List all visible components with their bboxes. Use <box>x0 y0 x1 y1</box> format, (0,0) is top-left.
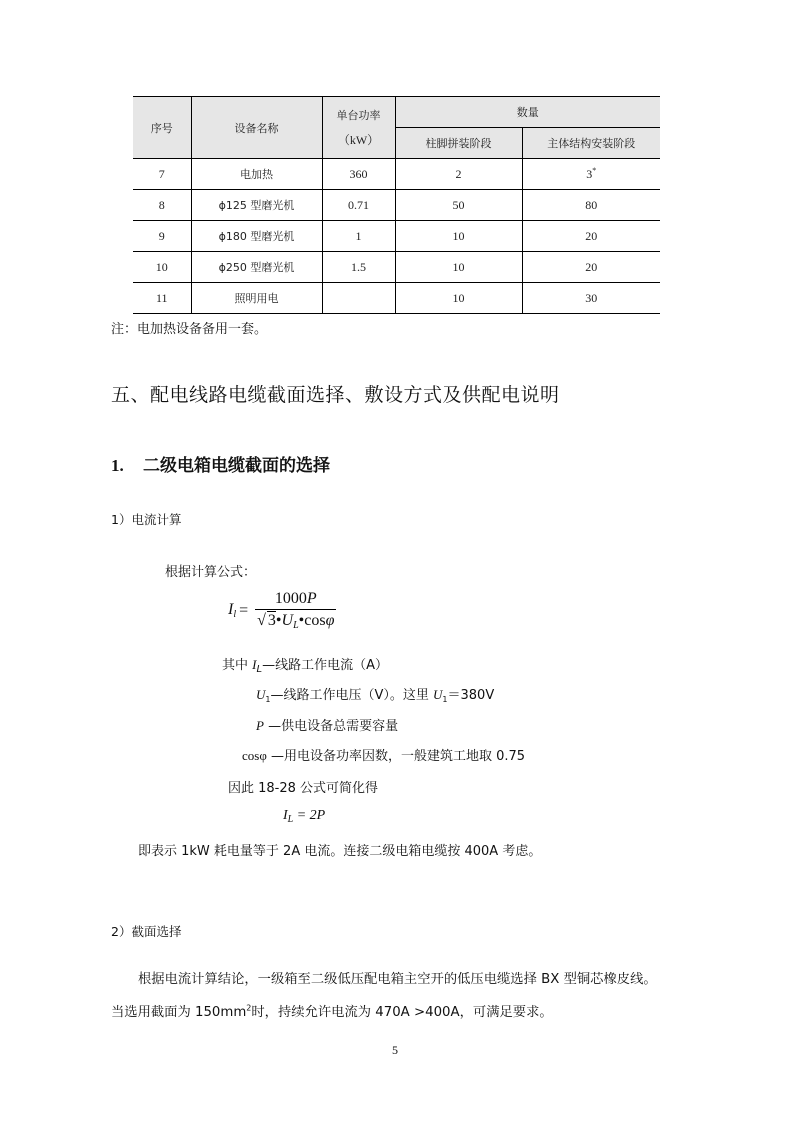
section-heading: 五、配电线路电缆截面选择、敷设方式及供配电说明 <box>111 384 560 406</box>
cell-stage2-value: 3 <box>586 167 593 181</box>
cell-power: 1.5 <box>322 252 395 283</box>
header-unit-power-line1: 单台功率 <box>336 109 381 122</box>
current-calc-title: 1）电流计算 <box>111 512 182 527</box>
footnote-marker: * <box>592 166 597 175</box>
cell-stage1: 10 <box>395 283 522 314</box>
formula-fraction <box>255 590 336 631</box>
cell-stage2: 20 <box>522 221 660 252</box>
subsection-title: 二级电箱电缆截面的选择 <box>143 456 330 476</box>
header-seq: 序号 <box>133 97 191 159</box>
header-quantity: 数量 <box>395 97 660 128</box>
cell-name: ϕ250 型磨光机 <box>191 252 322 283</box>
cell-stage2: 20 <box>522 252 660 283</box>
header-unit-power <box>322 97 395 159</box>
cell-stage1: 10 <box>395 252 522 283</box>
select-paragraph-line2: 当选用截面为 $150mm^2$时，持续允许电流为 470A >400A，可满足要求。 <box>111 1003 553 1020</box>
table-row <box>133 190 660 221</box>
table-row <box>133 283 660 314</box>
current-formula <box>228 590 336 631</box>
table-row <box>133 252 660 283</box>
conclusion-text: 即表示 1kW 耗电量等于 2A 电流。连接二级电箱电缆按 400A 考虑。 <box>138 844 542 859</box>
cell-seq: 10 <box>133 252 191 283</box>
table-row <box>133 159 660 190</box>
cell-stage1: 50 <box>395 190 522 221</box>
cell-power: 360 <box>322 159 395 190</box>
header-stage-main-structure: 主体结构安装阶段 <box>522 128 660 159</box>
definition-power-factor: cosφ —用电设备功率因数，一般建筑工地取 0.75 <box>242 748 526 764</box>
cell-stage2: 30 <box>522 283 660 314</box>
table-row <box>133 221 660 252</box>
cell-power: 0.71 <box>322 190 395 221</box>
definition-power: P —供电设备总需要容量 <box>256 718 399 734</box>
header-device-name: 设备名称 <box>191 97 322 159</box>
cell-seq: 11 <box>133 283 191 314</box>
simplified-formula: $I_L = 2P$ <box>283 808 326 825</box>
subsection-number: 1. <box>111 456 124 475</box>
cell-name: ϕ125 型磨光机 <box>191 190 322 221</box>
formula-numerator: 1000P <box>274 590 317 607</box>
cell-seq: 9 <box>133 221 191 252</box>
section-select-title: 2）截面选择 <box>111 924 182 939</box>
formula-intro: 根据计算公式： <box>165 565 257 580</box>
cell-seq: 8 <box>133 190 191 221</box>
header-unit-power-line2: （kW） <box>337 133 380 147</box>
cell-name: ϕ180 型磨光机 <box>191 221 322 252</box>
cell-stage2 <box>522 159 660 190</box>
cell-power: 1 <box>322 221 395 252</box>
subsection-heading <box>111 451 330 476</box>
cell-name: 照明用电 <box>191 283 322 314</box>
formula-denominator: √ 3•UL•cosφ <box>255 609 336 631</box>
simplify-text: 因此 18-28 公式可简化得 <box>228 781 379 796</box>
cell-stage1: 2 <box>395 159 522 190</box>
cell-stage2: 80 <box>522 190 660 221</box>
formula-lhs: Il <box>228 601 237 620</box>
cell-name: 电加热 <box>191 159 322 190</box>
cell-stage1: 10 <box>395 221 522 252</box>
table-note: 注：电加热设备备用一套。 <box>111 322 268 337</box>
header-stage-column-assembly: 柱脚拼装阶段 <box>395 128 522 159</box>
equipment-power-table <box>133 96 660 314</box>
formula-equals: = <box>239 601 249 619</box>
definition-current: 其中 $I_L—$线路工作电流（A） <box>222 657 388 675</box>
cell-power <box>322 283 395 314</box>
select-paragraph-line1: 根据电流计算结论，一级箱至二级低压配电箱主空开的低压电缆选择 BX 型铜芯橡皮线。 <box>138 972 657 987</box>
definition-voltage: $U_1—$线路工作电压（V）。这里 $U_1=380V$ <box>256 687 495 704</box>
page-number: 5 <box>392 1043 398 1057</box>
cell-seq: 7 <box>133 159 191 190</box>
